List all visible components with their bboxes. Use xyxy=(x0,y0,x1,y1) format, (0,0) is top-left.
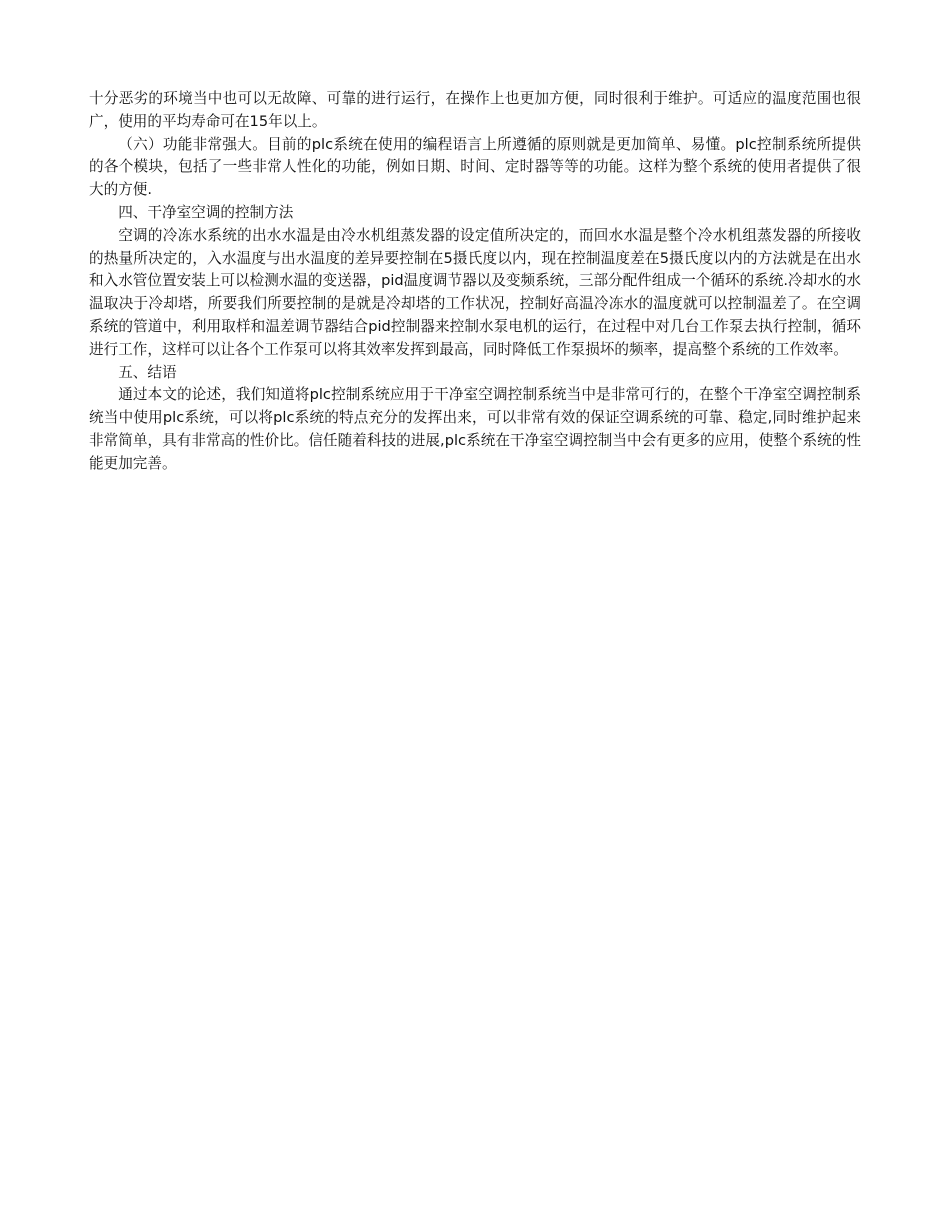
document-body xyxy=(89,88,861,476)
paragraph-function-powerful: （六）功能非常强大。目前的plc系统在使用的编程语言上所遵循的原则就是更加简单、易懂。plc控制系统所提供的各个模块，包括了一些非常人性化的功能，例如日期、时间、定时器等等的功能。这样为整个系统的使用者提供了很大的方便. xyxy=(89,135,861,199)
paragraph-chilled-water-control: 空调的冷冻水系统的出水水温是由冷水机组蒸发器的设定值所决定的，而回水水温是整个冷水机组蒸发器的所接收的热量所决定的，入水温度与出水温度的差异要控制在5摄氏度以内，现在控制温度差在5摄氏度以内的方法就是在出水和入水管位置安装上可以检测水温的变送器，pid温度调节器以及变频系统，三部分配件组成一个循环的系统.冷却水的水温取决于冷却塔，所要我们所要控制的是就是冷却塔的工作状况，控制好高温冷冻水的温度就可以控制温差了。在空调系统的管道中，利用取样和温差调节器结合pid控制器来控制水泵电机的运行，在过程中对几台工作泵去执行控制，循环进行工作，这样可以让各个工作泵可以将其效率发挥到最高，同时降低工作泵损坏的频率，提高整个系统的工作效率。 xyxy=(89,226,861,358)
paragraph-conclusion: 通过本文的论述，我们知道将plc控制系统应用于干净室空调控制系统当中是非常可行的，在整个干净室空调控制系统当中使用plc系统，可以将plc系统的特点充分的发挥出来，可以非常有效的保证空调系统的可靠、稳定,同时维护起来非常简单，具有非常高的性价比。信任随着科技的进展,plc系统在干净室空调控制当中会有更多的应用，使整个系统的性能更加完善。 xyxy=(89,386,861,472)
section-heading-conclusion: 五、结语 xyxy=(118,363,177,381)
paragraph-intro-continuation: 十分恶劣的环境当中也可以无故障、可靠的进行运行，在操作上也更加方便，同时很利于维护。可适应的温度范围也很广，使用的平均寿命可在15年以上。 xyxy=(89,90,861,130)
section-heading-control-method: 四、干净室空调的控制方法 xyxy=(118,203,294,221)
